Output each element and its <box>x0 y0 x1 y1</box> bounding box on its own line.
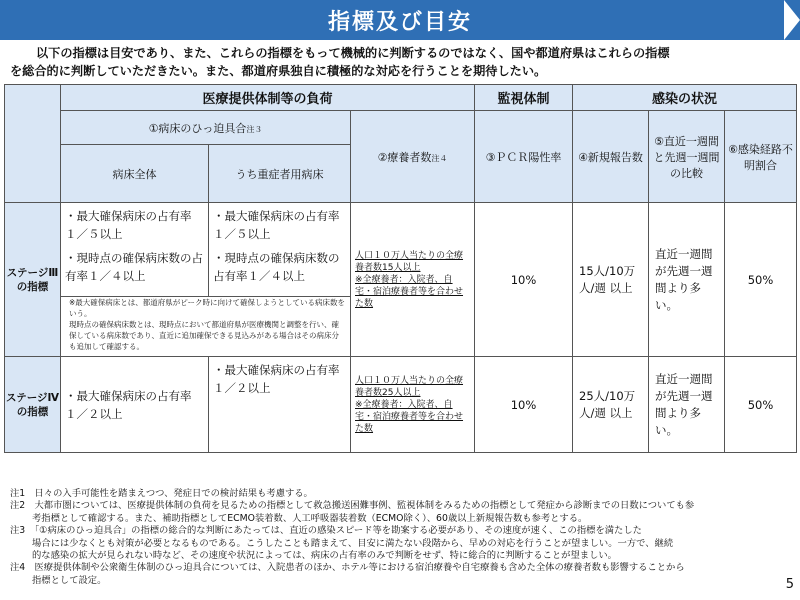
stage3-bed-note <box>61 297 351 357</box>
note-2a: 注2 大都市圏については、医療提供体制の負荷を見るための指標として救急搬送困難事例、監視体制をみるための指標として発症から診断までの日数についても参 <box>10 500 695 512</box>
note-3a: 注3 「①病床のひっ迫具合」の指標の総合的な判断にあたっては、直近の感染スピード等を勘案する必要があり、その速度が速く、この指標を満たした <box>10 525 642 537</box>
note-1: 注1 日々の入手可能性を踏まえつつ、発症日での検討結果も考慮する。 <box>10 488 313 499</box>
header-ryoyo <box>351 111 475 203</box>
stage3-bed-severe <box>209 203 351 297</box>
stage3-bed-note-2: 現時点の確保病床数とは、現時点において都道府県が医療機関と調整を行い、確保している病床数であり、直近に追加確保できる見込みがある場合はその病床分も追加して確認する。 <box>69 320 339 351</box>
stage4-ryoyo <box>351 357 475 453</box>
stage3-bed-all-2: ・現時点の確保病床数の占有率１／４以上 <box>65 251 203 283</box>
header-ryoyo-label: ②療養者数 <box>377 150 432 164</box>
header-unknown-route: ⑥感染経路不明割合 <box>725 111 797 203</box>
note-2b: 考指標として確認する。また、補助指標としてECMO装着数、人工呼吸器装着数（ECMO除く）、60歳以上新規報告数も参考とする。 <box>32 512 588 524</box>
header-ryoyo-note: 注４ <box>431 153 448 163</box>
stage4-new-cases: 25人/10万人/週 以上 <box>573 357 649 453</box>
stage3-bed-all-1: ・最大確保病床の占有率 １／５以上 <box>65 209 203 241</box>
header-bed-severe: うち重症者用病床 <box>209 145 351 203</box>
indicator-table <box>4 84 797 453</box>
stage4-unknown-route: 50% <box>725 357 797 453</box>
stage4-bed-severe-1: ・最大確保病床の占有率 １／２以上 <box>213 363 351 395</box>
header-new-cases: ④新規報告数 <box>573 111 649 203</box>
title-arrow-icon <box>784 0 800 40</box>
page-title-bar <box>0 0 800 40</box>
header-medical-load: 医療提供体制等の負荷 <box>61 85 475 111</box>
stage3-pcr: 10% <box>475 203 573 357</box>
header-bed-pressure-note: 注３ <box>246 124 263 134</box>
stage3-unknown-route: 50% <box>725 203 797 357</box>
header-monitoring: 監視体制 <box>475 85 573 111</box>
stage4-bed-severe <box>209 357 351 453</box>
stage4-ryoyo-2: ※全療養者：入院者、自宅・宿泊療養者等を合わせた数 <box>355 399 464 434</box>
stage4-label: ステージⅣの指標 <box>5 357 61 453</box>
stage4-week-compare: 直近一週間が先週一週間より多い。 <box>649 357 725 453</box>
stage3-new-cases: 15人/10万人/週 以上 <box>573 203 649 357</box>
header-pcr: ③ＰＣＲ陽性率 <box>475 111 573 203</box>
note-3c: 的な感染の拡大が見られない時など、その速度や状況によっては、病床の占有率のみで判断をせず、特に総合的に判断することが望ましい。 <box>32 550 617 562</box>
header-infection-status: 感染の状況 <box>573 85 797 111</box>
stage3-bed-note-1: ※最大確保病床とは、都道府県がピーク時に向けて確保しようとしている病床数をいう。 <box>69 298 345 318</box>
stage3-ryoyo <box>351 203 475 357</box>
corner-cell <box>5 85 61 203</box>
stage3-ryoyo-1: 人口１０万人当たりの全療養者数15人以上 <box>355 250 464 273</box>
header-bed-pressure-label: ①病床のひっ迫具合 <box>148 121 247 135</box>
stage4-bed-all <box>61 357 209 453</box>
stage4-pcr: 10% <box>475 357 573 453</box>
stage3-bed-all <box>61 203 209 297</box>
stage3-ryoyo-2: ※全療養者：入院者、自宅・宿泊療養者等を合わせた数 <box>355 274 464 309</box>
header-bed-all: 病床全体 <box>61 145 209 203</box>
page-title: 指標及び目安 <box>327 9 472 35</box>
intro-line-2: を総合的に判断していただきたい。また、都道府県独自に積極的な対応を行うことを期待したい。 <box>10 64 547 78</box>
stage3-label: ステージⅢの指標 <box>5 203 61 357</box>
intro-line-1: 以下の指標は目安であり、また、これらの指標をもって機械的に判断するのではなく、国や都道府県はこれらの指標 <box>36 46 670 60</box>
stage4-ryoyo-1: 人口１０万人当たりの全療養者数25人以上 <box>355 375 464 398</box>
stage3-bed-severe-2: ・現時点の確保病床数の占有率１／４以上 <box>213 251 340 283</box>
footnotes <box>10 488 780 587</box>
intro-text <box>10 44 790 80</box>
note-3b: 場合には少なくとも対策が必要となるものである。こうしたことも踏まえて、目安に満たない段階から、早めの対応を行うことが望ましい。一方で、継続 <box>32 537 674 549</box>
note-4b: 指標として設定。 <box>32 574 107 586</box>
note-4a: 注4 医療提供体制や公衆衛生体制のひっ迫具合については、入院患者のほか、ホテル等における宿泊療養や自宅療養も含めた全体の療養者数も影響することから <box>10 562 685 574</box>
header-bed-pressure <box>61 111 351 145</box>
stage3-bed-severe-1: ・最大確保病床の占有率 １／５以上 <box>213 209 351 241</box>
stage3-week-compare: 直近一週間が先週一週間より多い。 <box>649 203 725 357</box>
stage4-bed-all-1: ・最大確保病床の占有率 １／２以上 <box>65 388 203 421</box>
page-number: 5 <box>785 577 794 592</box>
header-week-compare: ⑤直近一週間と先週一週間の比較 <box>649 111 725 203</box>
